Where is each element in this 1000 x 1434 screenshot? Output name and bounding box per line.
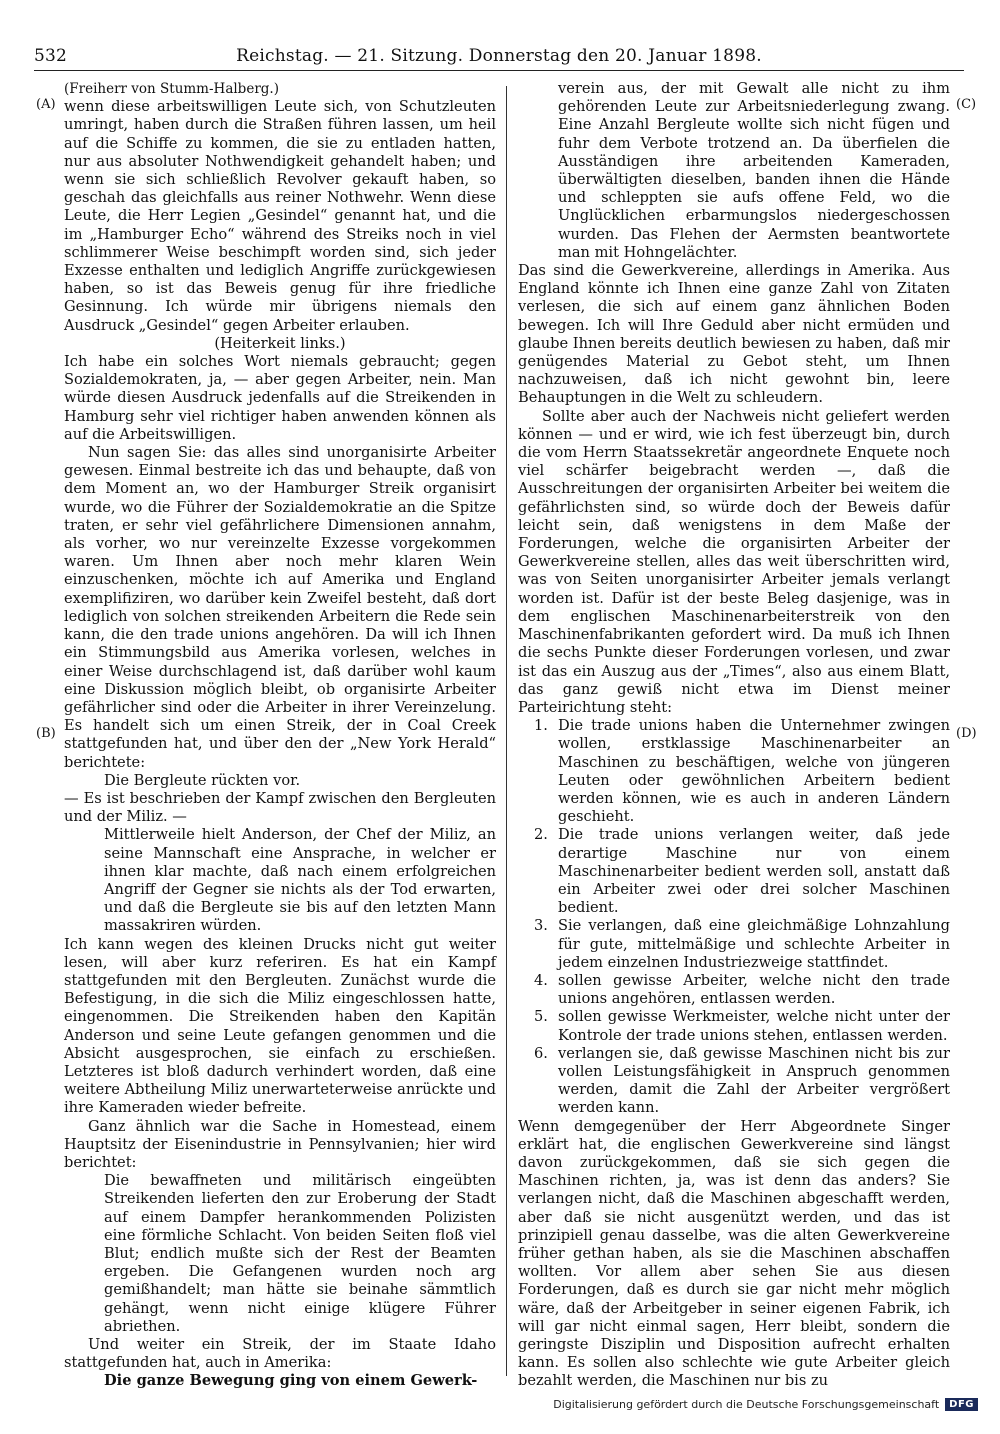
list-text: Die trade unions haben die Unternehmer zwingen wollen, erstklassige Maschinenarbeiter an Maschinen zu beschäftigen, welche von jüngeren Leuten oder gewöhnlichen Arbeitern bedient werden können, wie es auch in anderen Ländern geschieht. (558, 717, 950, 826)
footer-credit (553, 1398, 978, 1411)
paragraph: Ich habe ein solches Wort niemals gebraucht; gegen Sozialdemokraten, ja, — aber gegen Arbeiter, nein. Man würde diesen Ausdruck jedenfalls auf die Streikenden in Hamburg sehr viel richtiger haben anwenden können als auf die Arbeitswilligen. (64, 353, 496, 443)
list-item (534, 717, 950, 826)
column-divider (506, 86, 507, 1376)
list-item (534, 917, 950, 972)
margin-mark-b: (B) (36, 726, 56, 741)
paragraph: Sollte aber auch der Nachweis nicht geliefert werden können — und er wird, wie ich fest überzeugt bin, durch die vom Herrn Staatssekretär angeordnete Enquete noch viel schärfer beigebracht werden —, daß die Ausschreitungen der organisirten Arbeiter bei weitem die gefährlichsten sind, so würde doch der Beweis dafür leicht sein, daß wenigstens in dem Maße der Forderungen, welche die organisirten Arbeiter der Gewerkvereine stellen, alles das weit überschritten wird, was von Seiten unorganisirter Arbeiter jemals verlangt worden ist. Dafür ist der beste Beleg dasjenige, was in dem englischen Maschinenarbeiterstreik von den Maschinenfabrikanten gefordert wird. Da muß ich Ihnen die sechs Punkte dieser Forderungen vorlesen, und zwar ist das ein Auszug aus der „Times“, also aus einem Blatt, das ganz gewiß nicht etwa im Dienst meiner Parteirichtung steht: (518, 407, 950, 716)
list-text: Die trade unions verlangen weiter, daß jede derartige Maschine nur von einem Maschinenarbeiter bedient werden soll, anstatt daß ein Arbeiter zwei oder drei solcher Maschinen bedient. (558, 826, 950, 917)
list-number: 4. (534, 971, 548, 989)
quotation: verein aus, der mit Gewalt alle nicht zu ihm gehörenden Leute zur Arbeitsniederlegung zwang. Eine Anzahl Bergleute wollte sich nicht fügen und fuhr dem Verbote trotzend an. Da überfielen die Ausständigen ihre arbeitenden Kameraden, überwältigten dieselben, banden ihnen die Hände und schleppten sie aufs offene Feld, wo die Unglücklichen erbarmungslos niedergeschossen wurden. Das Flehen der Aermsten beantwortete man mit Hohngelächter. (558, 80, 950, 261)
list-item (534, 1044, 950, 1118)
paragraph: wenn diese arbeitswilligen Leute sich, von Schutzleuten umringt, haben durch die Straßen führen lassen, um heil auf die Schiffe zu kommen, die sie zu entladen hatten, nur aus absoluter Nothwendigkeit gehandelt haben; und wenn sie sich schließlich Revolver gekauft haben, so geschah das gleichfalls aus reiner Nothwehr. Wenn diese Leute, die Herr Legien „Gesindel“ genannt hat, und die im „Hamburger Echo“ während des Streiks noch in viel schlimmerer Weise beschimpft worden sind, sich jeder Exzesse enthalten und lediglich Angriffe zurückgewiesen haben, so ist das Beweis genug für ihre friedliche Gesinnung. Ich würde mir übrigens niemals den Ausdruck „Gesindel“ gegen Arbeiter erlauben. (64, 98, 496, 334)
paragraph: Das sind die Gewerkvereine, allerdings in Amerika. Aus England könnte ich Ihnen eine ganze Zahl von Zitaten verlesen, die sich auf einem ganz ähnlichen Boden bewegen. Ich will Ihre Geduld aber nicht ermüden und glaube Ihnen bereits deutlich bewiesen zu haben, daß mir genügendes Material zu Gebot steht, um Ihnen nachzuweisen, daß ich nicht gewohnt bin, leere Behauptungen in die Welt zu schleudern. (518, 262, 950, 407)
page-number: 532 (34, 46, 68, 66)
list-text: verlangen sie, daß gewisse Maschinen nicht bis zur vollen Leistungsfähigkeit in Anspruch genommen werden, damit die Zahl der Arbeiter vergrößert werden kann. (558, 1044, 950, 1117)
right-column (518, 80, 950, 1391)
quotation: Die Bergleute rückten vor. (104, 771, 301, 789)
interjection: (Heiterkeit links.) (214, 334, 346, 352)
quotation: Die ganze Bewegung ging von einem Gewerk- (104, 1372, 478, 1390)
list-number: 6. (534, 1044, 548, 1062)
margin-mark-a: (A) (36, 97, 56, 112)
paragraph: Ich kann wegen des kleinen Drucks nicht gut weiter lesen, will aber kurz referiren. Es hat ein Kampf stattgefunden mit den Bergleuten. Zunächst wurde die Befestigung, in die sich die Miliz eingeschlossen hatte, eingenommen. Die Streikenden haben den Kapitän Anderson und seine Leute gefangen genommen und die Absicht ausgesprochen, sie einfach zu erschießen. Letzteres ist bloß dadurch verhindert worden, daß eine weitere Abtheilung Miliz unerwarteterweise anrückte und ihre Kameraden wieder befreite. (64, 935, 496, 1117)
speaker-label: (Freiherr von Stumm-Halberg.) (64, 81, 279, 97)
footer-text: Digitalisierung gefördert durch die Deutsche Forschungsgemeinschaft (553, 1398, 940, 1411)
margin-mark-c: (C) (956, 97, 977, 112)
quotation: Die bewaffneten und militärisch eingeübten Streikenden lieferten den zur Eroberung der Stadt auf einem Dampfer herankommenden Polizisten eine förmliche Schlacht. Von beiden Seiten floß viel Blut; endlich mußte sich der Rest der Beamten ergeben. Die Gefangenen wurden noch arg gemißhandelt; man hätte sie beinahe sämmtlich gehängt, wenn nicht einige klügere Führer abriethen. (104, 1172, 496, 1335)
page-header (34, 46, 964, 76)
paragraph: Wenn demgegenüber der Herr Abgeordnete Singer erklärt hat, die englischen Gewerkvereine sind längst davon zurückgekommen, daß sie sich gegen die Maschinen richten, ja, was ist denn das anders? Sie verlangen nicht, daß die Maschinen abgeschafft werden, aber daß sie nicht ausgenützt werden, und das ist prinzipiell genau dasselbe, was die alten Gewerkvereine früher gethan haben, als sie die Maschinen abschaffen wollten. Vor allem aber sehen Sie aus diesen Forderungen, daß es durch sie gar nicht mehr möglich wäre, daß der Arbeitgeber in seiner eigenen Fabrik, ich will gar nicht einmal sagen, Herr bleibt, sondern die geringste Disziplin und Disposition aufrecht erhalten kann. Es sollen also schlechte wie gute Arbeiter gleich bezahlt werden, die Maschinen nur bis zu (518, 1117, 950, 1390)
paragraph: Ganz ähnlich war die Sache in Homestead, einem Hauptsitz der Eisenindustrie in Pennsylvanien; hier wird berichtet: (64, 1117, 496, 1171)
demands-list (518, 717, 950, 1117)
margin-mark-d: (D) (956, 726, 977, 741)
list-text: sollen gewisse Werkmeister, welche nicht unter der Kontrole der trade unions stehen, entlassen werden. (558, 1008, 950, 1044)
list-item (534, 826, 950, 917)
paragraph: Und weiter ein Streik, der im Staate Idaho stattgefunden hat, auch in Amerika: (64, 1336, 496, 1372)
list-number: 1. (534, 717, 548, 735)
list-number: 5. (534, 1008, 548, 1026)
list-number: 3. (534, 917, 548, 935)
list-item (534, 1008, 950, 1044)
header-rule (34, 70, 964, 71)
quotation: Mittlerweile hielt Anderson, der Chef der Miliz, an seine Mannschaft eine Ansprache, in welcher er ihnen klar machte, daß nach einem erfolgreichen Angriff der Gegner sie nichts als der Tod erwarten, und daß die Bergleute sie bis auf den letzten Mann massakriren würden. (104, 826, 496, 935)
list-text: sollen gewisse Arbeiter, welche nicht den trade unions angehören, entlassen werden. (558, 971, 950, 1008)
left-column (64, 80, 496, 1391)
paragraph: — Es ist beschrieben der Kampf zwischen den Bergleuten und der Miliz. — (64, 789, 496, 826)
list-number: 2. (534, 826, 548, 844)
list-item (534, 971, 950, 1008)
list-text: Sie verlangen, daß eine gleichmäßige Lohnzahlung für gute, mittelmäßige und schlechte Arbeiter in jedem einzelnen Industriezweige stattfindet. (558, 917, 950, 971)
paragraph: Nun sagen Sie: das alles sind unorganisirte Arbeiter gewesen. Einmal bestreite ich das und behaupte, daß von dem Moment an, wo der Hamburger Streik organisirt wurde, wo die Führer der Sozialdemokratie an die Spitze traten, er sehr viel gefährlichere Dimensionen annahm, als vorher, wo nur vereinzelte Exzesse vorgekommen waren. Um Ihnen aber noch mehr klaren Wein einzuschenken, möchte ich auf Amerika und England exemplifiziren, wo darüber kein Zweifel besteht, daß dort lediglich von solchen streikenden Arbeitern die Rede sein kann, die den trade unions angehören. Da will ich Ihnen ein Stimmungsbild aus Amerika vorlesen, welches in einer Weise durchschlagend ist, daß darüber wohl kaum eine Diskussion möglich bleibt, ob organisirte Arbeiter gefährlicher sind oder die Arbeiter in ihrer Vereinzelung. Es handelt sich um einen Streik, der in Coal Creek stattgefunden hat, und über den der „New York Herald“ berichtete: (64, 444, 496, 771)
dfg-logo: DFG (945, 1398, 978, 1411)
page-title: Reichstag. — 21. Sitzung. Donnerstag den 20. Januar 1898. (236, 46, 762, 66)
